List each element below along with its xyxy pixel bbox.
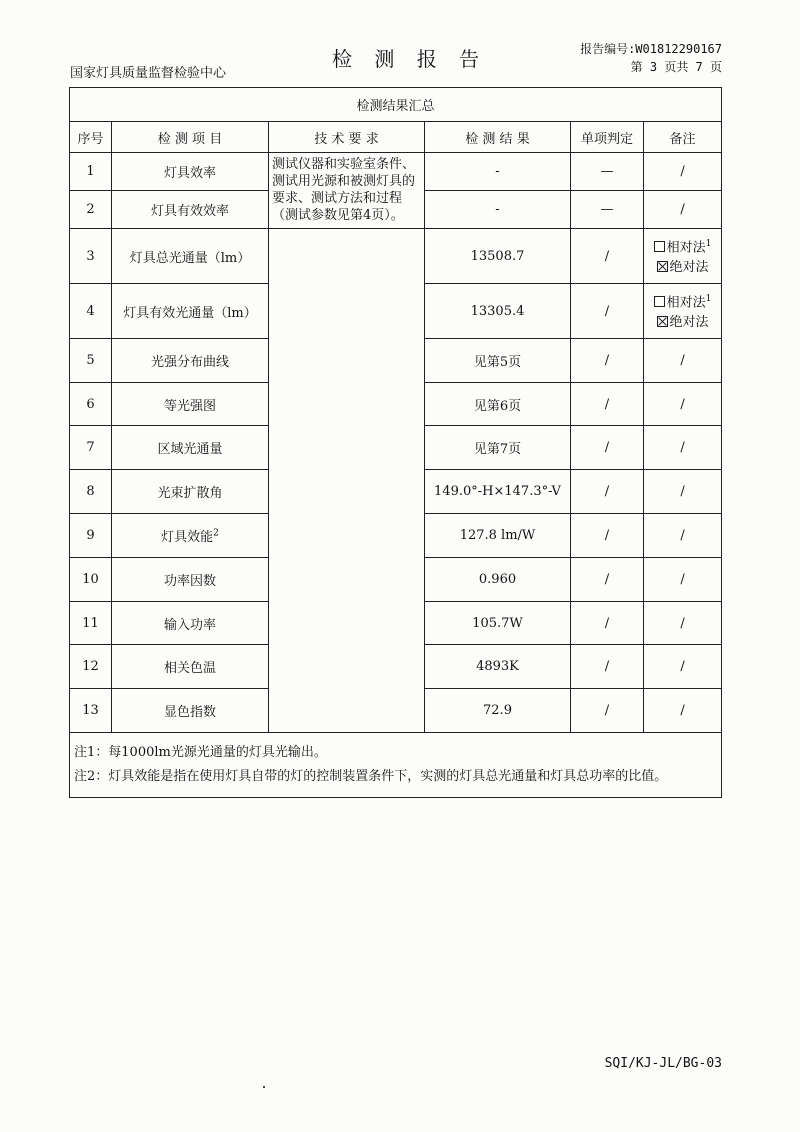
row-remark: / <box>644 689 722 733</box>
option-relative: 相对法$^1$ <box>646 234 719 258</box>
row-result: 105.7W <box>425 602 571 645</box>
row-no: 11 <box>70 602 112 645</box>
header-judgement: 单项判定 <box>571 122 644 153</box>
row-no: 6 <box>70 383 112 426</box>
row-result: 4893K <box>425 645 571 689</box>
row-item: 区域光通量 <box>112 426 269 470</box>
report-title: 检 测 报 告 <box>332 47 488 71</box>
checked-box-icon <box>657 261 668 272</box>
table-header-row <box>70 122 722 153</box>
results-summary-table <box>69 87 722 798</box>
row-no: 2 <box>70 191 112 229</box>
row-remark: / <box>644 339 722 383</box>
row-result: 127.8 lm/W <box>425 514 571 558</box>
row-judgement: / <box>571 383 644 426</box>
notes-row <box>70 733 722 798</box>
scan-speck <box>263 1086 265 1088</box>
row-result: 见第7页 <box>425 426 571 470</box>
row-judgement: / <box>571 339 644 383</box>
row-remark: / <box>644 558 722 602</box>
requirement-blank <box>269 229 425 733</box>
row-item: 功率因数 <box>112 558 269 602</box>
row-no: 10 <box>70 558 112 602</box>
page-indicator: 第 3 页共 7 页 <box>630 60 722 74</box>
row-remark: / <box>644 645 722 689</box>
row-no: 5 <box>70 339 112 383</box>
row-judgement: / <box>571 558 644 602</box>
row-remark: / <box>644 470 722 514</box>
row-no: 1 <box>70 153 112 191</box>
row-item: 光束扩散角 <box>112 470 269 514</box>
row-no: 9 <box>70 514 112 558</box>
form-code: SQI/KJ-JL/BG-03 <box>604 1056 722 1071</box>
row-remark: / <box>644 383 722 426</box>
requirement-text: 测试仪器和实验室条件、测试用光源和被测灯具的要求、测试方法和过程（测试参数见第4页）。 <box>269 153 425 229</box>
header-requirement: 技 术 要 求 <box>269 122 425 153</box>
row-result: 见第5页 <box>425 339 571 383</box>
row-result: 13305.4 <box>425 284 571 339</box>
checkbox-icon <box>654 241 665 252</box>
header-no: 序号 <box>70 122 112 153</box>
row-no: 13 <box>70 689 112 733</box>
row-item: 相关色温 <box>112 645 269 689</box>
organization-name: 国家灯具质量监督检验中心 <box>70 66 227 81</box>
row-judgement: / <box>571 229 644 284</box>
row-no: 4 <box>70 284 112 339</box>
table-row <box>70 153 722 191</box>
row-remark: / <box>644 602 722 645</box>
row-no: 3 <box>70 229 112 284</box>
row-judgement: / <box>571 426 644 470</box>
note-2: 注2：灯具效能是指在使用灯具自带的灯的控制装置条件下，实测的灯具总光通量和灯具总功率的比值。 <box>74 769 668 784</box>
row-remark: / <box>644 514 722 558</box>
row-remark: / <box>644 426 722 470</box>
row-item: 灯具总光通量（lm） <box>112 229 269 284</box>
report-meta <box>580 40 722 76</box>
row-judgement: / <box>571 645 644 689</box>
note-1: 注1：每1000lm光源光通量的灯具光输出。 <box>74 745 327 760</box>
row-result: 72.9 <box>425 689 571 733</box>
row-judgement: — <box>571 191 644 229</box>
row-no: 12 <box>70 645 112 689</box>
row-item: 灯具效率 <box>112 153 269 191</box>
row-remark: / <box>644 191 722 229</box>
row-judgement: — <box>571 153 644 191</box>
row-item: 输入功率 <box>112 602 269 645</box>
checked-box-icon <box>657 316 668 327</box>
row-judgement: / <box>571 689 644 733</box>
row-item: 光强分布曲线 <box>112 339 269 383</box>
row-item: 显色指数 <box>112 689 269 733</box>
header-remark: 备注 <box>644 122 722 153</box>
option-relative: 相对法$^1$ <box>646 289 719 313</box>
notes-cell <box>70 733 722 798</box>
row-result: 见第6页 <box>425 383 571 426</box>
row-item: 灯具有效效率 <box>112 191 269 229</box>
checkbox-icon <box>654 296 665 307</box>
row-item: 灯具有效光通量（lm） <box>112 284 269 339</box>
row-result: 149.0°-H×147.3°-V <box>425 470 571 514</box>
row-no: 8 <box>70 470 112 514</box>
row-no: 7 <box>70 426 112 470</box>
row-judgement: / <box>571 284 644 339</box>
row-item: 等光强图 <box>112 383 269 426</box>
row-judgement: / <box>571 602 644 645</box>
report-number: 报告编号:W01812290167 <box>580 42 722 56</box>
option-absolute: 绝对法 <box>646 313 719 333</box>
table-caption: 检测结果汇总 <box>70 88 722 122</box>
row-judgement: / <box>571 514 644 558</box>
row-judgement: / <box>571 470 644 514</box>
method-options <box>644 284 722 339</box>
row-result: 0.960 <box>425 558 571 602</box>
row-result: 13508.7 <box>425 229 571 284</box>
row-result: - <box>425 153 571 191</box>
option-absolute: 绝对法 <box>646 258 719 278</box>
row-remark: / <box>644 153 722 191</box>
header-item: 检 测 项 目 <box>112 122 269 153</box>
header-result: 检 测 结 果 <box>425 122 571 153</box>
row-item: 灯具效能$^2$ <box>112 514 269 558</box>
row-result: - <box>425 191 571 229</box>
method-options <box>644 229 722 284</box>
table-row <box>70 229 722 284</box>
